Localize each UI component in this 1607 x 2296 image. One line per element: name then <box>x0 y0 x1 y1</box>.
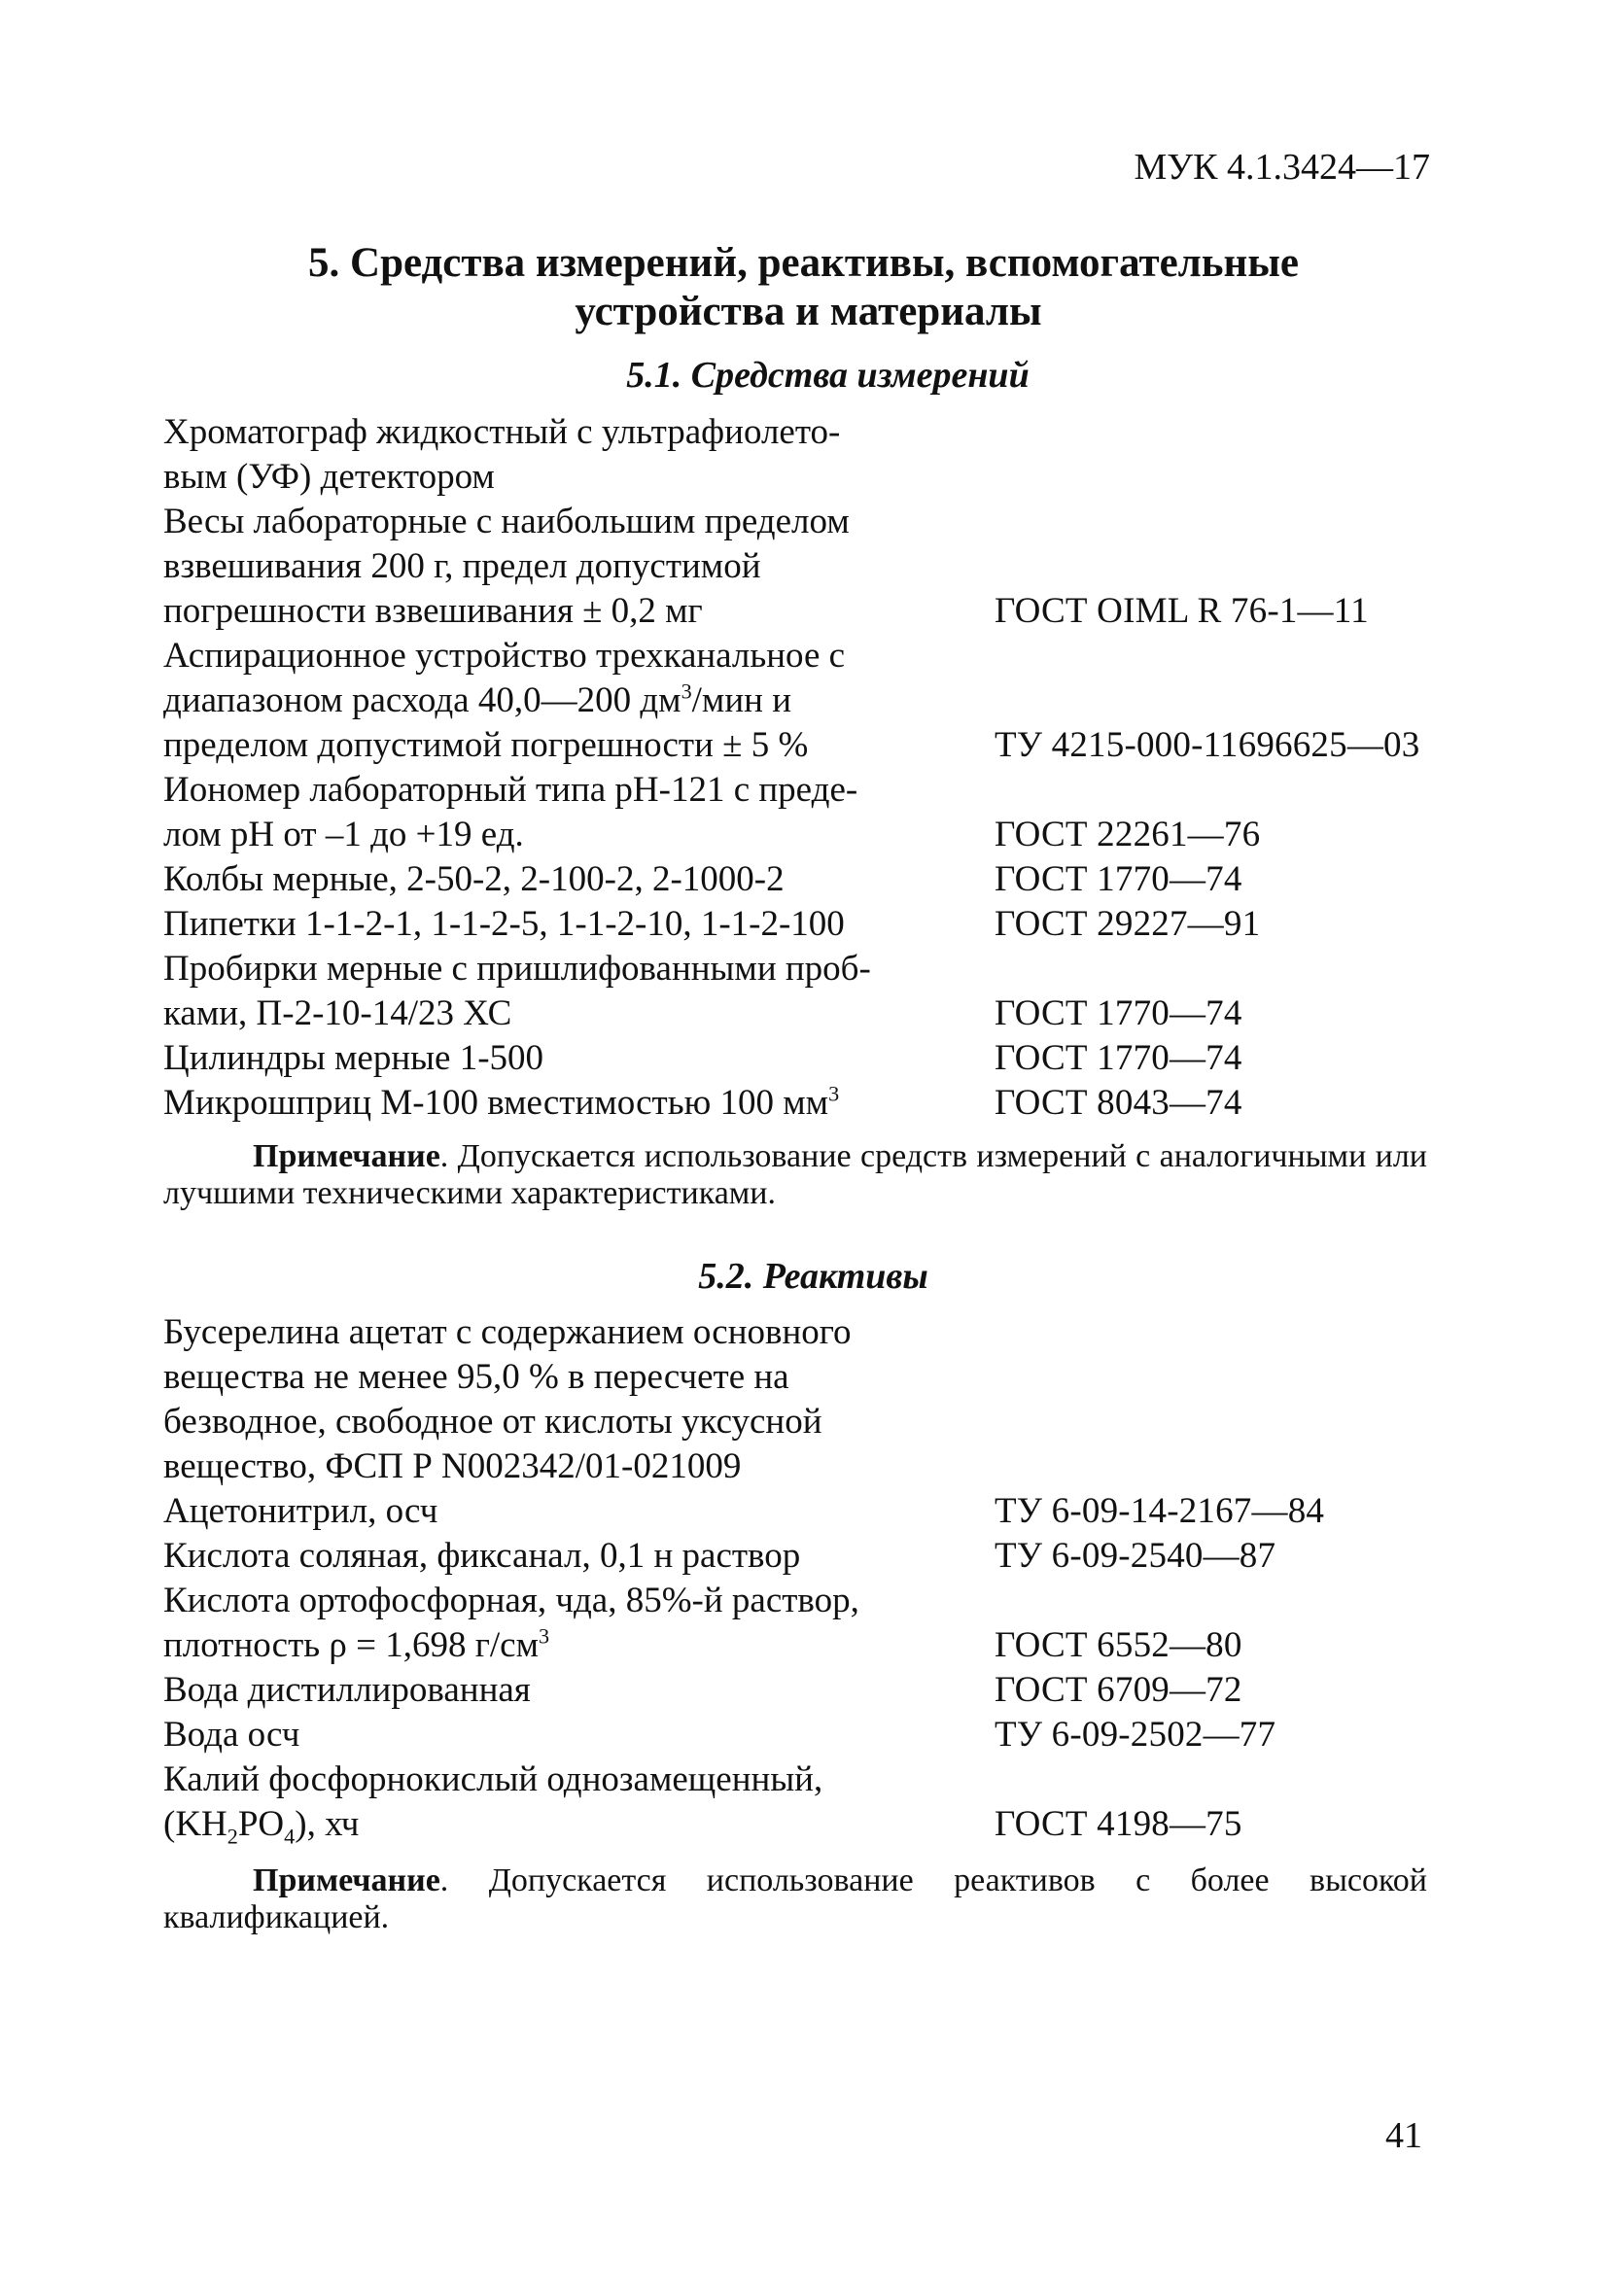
section-title <box>0 239 1607 336</box>
item-text: Пипетки 1-1-2-1, 1-1-2-5, 1-1-2-10, 1-1-2-100 <box>163 904 845 944</box>
item-standard: ГОСТ 1770—74 <box>995 993 1242 1033</box>
list-item <box>163 634 1485 768</box>
item-text: Вода осч <box>163 1715 300 1755</box>
item-text: Калий фосфорнокислый однозамещенный, <box>163 1759 823 1799</box>
list-item <box>163 1713 1485 1757</box>
item-standard: ГОСТ 6552—80 <box>995 1625 1242 1665</box>
list-item <box>163 1036 1485 1081</box>
item-standard: ТУ 4215-000-11696625—03 <box>995 725 1420 765</box>
item-text: Ацетонитрил, осч <box>163 1491 438 1531</box>
item-standard: ГОСТ 8043—74 <box>995 1083 1242 1123</box>
note-instruments <box>163 1138 1427 1212</box>
note-reagents <box>163 1862 1427 1936</box>
note-text: . Допускается использование средств измерений с аналогичными или лучшими техническими характеристиками. <box>163 1138 1427 1211</box>
item-standard: ТУ 6-09-2502—77 <box>995 1715 1276 1755</box>
item-text: $(KH_2PO_4)$, хч <box>163 1804 360 1849</box>
list-item <box>163 1534 1485 1579</box>
item-text: диапазоном расхода 40,0—200 $дм^3$/мин и <box>163 678 792 720</box>
document-code: МУК 4.1.3424—17 <box>1134 147 1430 188</box>
page-number: 41 <box>1385 2115 1422 2156</box>
subsection-title-reagents: 5.2. Реактивы <box>698 1256 928 1297</box>
item-text: вещество, ФСП Р N002342/01-021009 <box>163 1446 742 1486</box>
item-text: Микрошприц М-100 вместимостью 100 $мм^3$ <box>163 1081 840 1123</box>
item-standard: ГОСТ 4198—75 <box>995 1804 1242 1844</box>
item-text: ками, П-2-10-14/23 ХС <box>163 993 512 1033</box>
list-item <box>163 1668 1485 1713</box>
item-text: взвешивания 200 г, предел допустимой <box>163 546 761 586</box>
list-item <box>163 1757 1485 1847</box>
list-item <box>163 768 1485 857</box>
list-item <box>163 1081 1485 1126</box>
item-text: Цилиндры мерные 1-500 <box>163 1038 544 1078</box>
item-text: Кислота ортофосфорная, чда, 85%-й раствор, <box>163 1581 859 1620</box>
note-text: . Допускается использование реактивов с более высокой квалификацией. <box>163 1862 1427 1935</box>
list-item <box>163 1579 1485 1668</box>
item-text: вым (УФ) детектором <box>163 457 495 497</box>
list-item <box>163 1489 1485 1534</box>
section-title-line-1: 5. Средства измерений, реактивы, вспомогательные <box>308 240 1299 286</box>
note-label: Примечание <box>253 1862 440 1898</box>
list-item <box>163 410 1485 500</box>
item-standard: ТУ 6-09-14-2167—84 <box>995 1491 1325 1531</box>
item-text: безводное, свободное от кислоты уксусной <box>163 1402 822 1442</box>
item-standard: ТУ 6-09-2540—87 <box>995 1536 1276 1576</box>
item-standard: ГОСТ 1770—74 <box>995 1038 1242 1078</box>
reagents-list <box>163 1310 1485 1847</box>
list-item <box>163 857 1485 902</box>
item-standard: ГОСТ 22261—76 <box>995 815 1261 854</box>
item-text: погрешности взвешивания ± 0,2 мг <box>163 591 703 631</box>
list-item <box>163 500 1485 634</box>
item-text: плотность ρ = 1,698 $г/см^3$ <box>163 1623 550 1665</box>
item-text: Весы лабораторные с наибольшим пределом <box>163 502 850 541</box>
item-text: Аспирационное устройство трехканальное с <box>163 636 846 676</box>
item-text: Хроматограф жидкостный с ультрафиолето- <box>163 412 841 452</box>
item-standard: ГОСТ 6709—72 <box>995 1670 1242 1710</box>
section-title-line-2: устройства и материалы <box>575 289 1042 334</box>
item-text: Кислота соляная, фиксанал, 0,1 н раствор <box>163 1536 801 1576</box>
item-text: Колбы мерные, 2-50-2, 2-100-2, 2-1000-2 <box>163 859 785 899</box>
note-label: Примечание <box>253 1138 440 1174</box>
list-item <box>163 902 1485 947</box>
subsection-title-instruments: 5.1. Средства измерений <box>626 355 1030 396</box>
item-text: Бусерелина ацетат с содержанием основного <box>163 1312 852 1352</box>
instruments-list <box>163 410 1485 1126</box>
item-text: пределом допустимой погрешности ± 5 % <box>163 725 809 765</box>
list-item <box>163 947 1485 1036</box>
item-standard: ГОСТ 29227—91 <box>995 904 1261 944</box>
item-standard: ГОСТ OIML R 76-1—11 <box>995 591 1369 631</box>
list-item <box>163 1310 1485 1489</box>
item-text: вещества не менее 95,0 % в пересчете на <box>163 1357 789 1397</box>
item-text: Иономер лабораторный типа рН-121 с преде- <box>163 770 858 810</box>
item-standard: ГОСТ 1770—74 <box>995 859 1242 899</box>
item-text: Пробирки мерные с пришлифованными проб- <box>163 949 871 989</box>
item-text: лом рН от –1 до +19 ед. <box>163 815 524 854</box>
item-text: Вода дистиллированная <box>163 1670 531 1710</box>
